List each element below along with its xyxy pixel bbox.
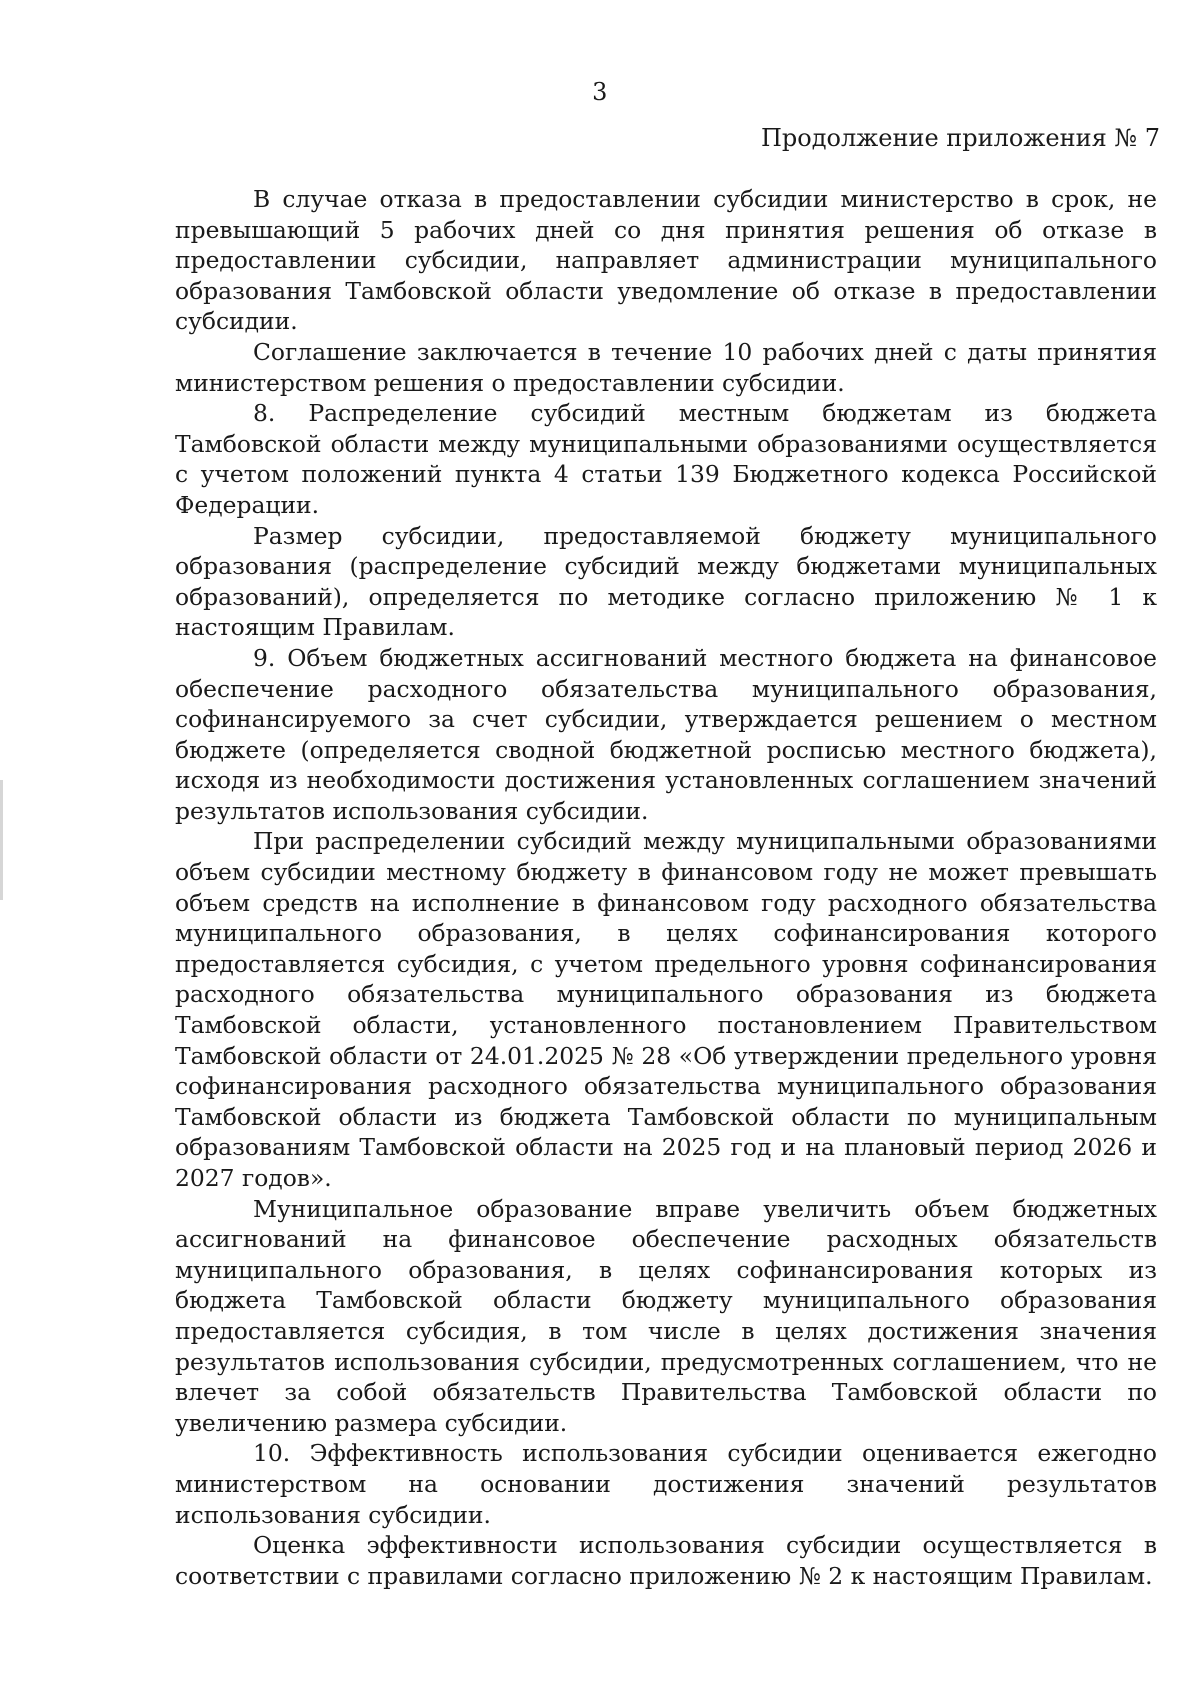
paragraph-subsidy-size: Размер субсидии, предоставляемой бюджету муниципального образования (распределение субсидий между бюджетами муниципальных образований), определяется по методике согласно приложению № 1 к настоящим Правилам. — [175, 521, 1157, 642]
paragraph-item-8-distribution: 8. Распределение субсидий местным бюджетам из бюджета Тамбовской области между муниципальными образованиями осуществляется с учетом положений пункта 4 статьи 139 Бюджетного кодекса Российской Федерации. — [175, 399, 1157, 519]
paragraph-distribution-limit: При распределении субсидий между муниципальными образованиями объем субсидии местному бюджету в финансовом году не может превышать объем средств на исполнение в финансовом году расходного обязательства муниципального образования, в целях софинансирования которого предоставляется субсидия, с учетом предельного уровня софинансирования расходного обязательства муниципального образования из бюджета Тамбовской области, установленного постановлением Правительством Тамбовской области от 24.01.2025 № 28 «Об утверждении предельного уровня софинансирования расходного обязательства муниципального образования Тамбовской области из бюджета Тамбовской области по муниципальным образованиям Тамбовской области на 2025 год и на плановый период 2026 и 2027 годов». — [175, 827, 1157, 1192]
document-body — [175, 184, 1157, 1591]
paragraph-refusal-notice: В случае отказа в предоставлении субсидии министерство в срок, не превышающий 5 рабочих дней со дня принятия решения об отказе в предоставлении субсидии, направляет администрации муниципального образования Тамбовской области уведомление об отказе в предоставлении субсидии. — [175, 185, 1157, 336]
page-number: 3 — [592, 78, 608, 106]
paragraph-municipal-increase: Муниципальное образование вправе увеличить объем бюджетных ассигнований на финансовое обеспечение расходных обязательств муниципального образования, в целях софинансирования которых из бюджета Тамбовской области бюджету муниципального образования предоставляется субсидия, в том числе в целях достижения значения результатов использования субсидии, предусмотренных соглашением, что не влечет за собой обязательств Правительства Тамбовской области по увеличению размера субсидии. — [175, 1194, 1157, 1437]
paragraph-item-9-allocations: 9. Объем бюджетных ассигнований местного бюджета на финансовое обеспечение расходного обязательства муниципального образования, софинансируемого за счет субсидии, утверждается решением о местном бюджете (определяется сводной бюджетной росписью местного бюджета), исходя из необходимости достижения установленных соглашением значений результатов использования субсидии. — [175, 643, 1157, 825]
paragraph-agreement-term: Соглашение заключается в течение 10 рабочих дней с даты принятия министерством решения о предоставлении субсидии. — [175, 337, 1157, 397]
appendix-continuation-label: Продолжение приложения № 7 — [760, 124, 1160, 152]
paragraph-item-10-efficiency: 10. Эффективность использования субсидии оценивается ежегодно министерством на основании достижения значений результатов использования субсидии. — [175, 1439, 1157, 1529]
scan-edge-mark — [0, 780, 3, 900]
paragraph-efficiency-evaluation: Оценка эффективности использования субсидии осуществляется в соответствии с правилами согласно приложению № 2 к настоящим Правилам. — [175, 1531, 1157, 1590]
